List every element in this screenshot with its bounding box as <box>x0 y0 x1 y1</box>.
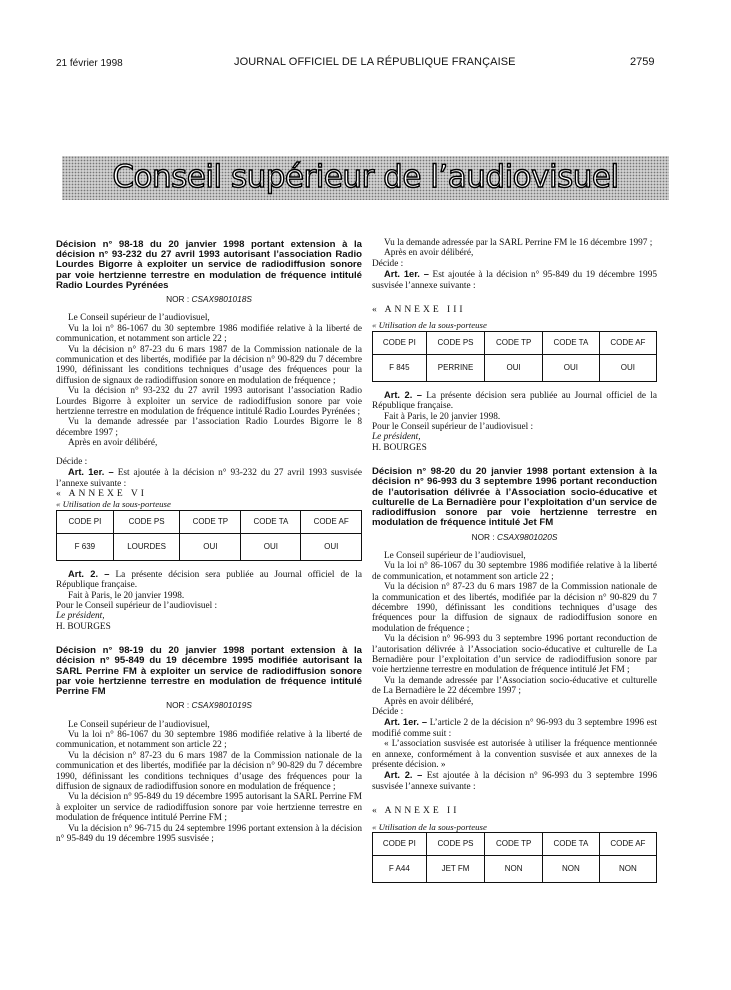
table-cell: OUI <box>543 354 600 381</box>
annexe-subtitle: « Utilisation de la sous-porteuse <box>56 499 171 510</box>
table-header-cell: CODE TP <box>180 510 241 533</box>
table-cell: PERRINE <box>426 354 485 381</box>
paragraph: Vu la décision n° 95-849 du 19 décembre 1995 autorisant la SARL Perrine FM à exploiter un service de radiodiffusion sonore par voie hertzienne terrestre en modulation de fréquence intitulé Perrine FM ; <box>56 792 362 824</box>
decide-label: Décide : <box>56 456 88 467</box>
table-cell: LOURDES <box>113 533 180 560</box>
table-cell: OUI <box>180 533 241 560</box>
article-text: Est ajoutée à la décision n° 93-232 du 27 avril 1993 susvisée l’annexe suivante : <box>56 468 362 489</box>
decision2-title: Décision n° 98-19 du 20 janvier 1998 portant extension à la décision n° 95-849 du 19 décembre 1995 modifiée autorisant la SARL Perrine FM à exploiter un service de radiodiffusion sonore par voie hertzienne terrestre en modulation de fréquence intitulé Perrine FM <box>56 645 362 697</box>
annexe-table <box>372 832 657 883</box>
table-row <box>373 354 657 381</box>
table-header-cell: CODE PI <box>373 331 427 354</box>
table-header-cell: CODE TA <box>241 510 301 533</box>
table-header-cell: CODE AF <box>301 510 362 533</box>
article-text: L’article 2 de la décision n° 96-993 du 3 septembre 1996 est modifié comme suit : <box>372 718 657 739</box>
table-cell: OUI <box>241 533 301 560</box>
article-label: Art. 2. – <box>384 770 423 781</box>
article-1 <box>372 269 657 291</box>
table-header-cell: CODE TP <box>485 331 543 354</box>
paragraph: Vu la décision n° 96-715 du 24 septembre 1996 portant extension à la décision n° 95-849 du 19 décembre 1995 susvisée ; <box>56 823 362 845</box>
fait-line: Fait à Paris, le 20 janvier 1998. <box>384 411 501 422</box>
table-cell: OUI <box>301 533 362 560</box>
paragraph: Après en avoir délibéré, <box>384 696 474 707</box>
paragraph: Après en avoir délibéré, <box>68 438 158 449</box>
table-header-row <box>57 510 362 533</box>
table-header-cell: CODE PS <box>113 510 180 533</box>
article-quote: « L’association susvisée est autorisée à utiliser la fréquence mentionnée en annexe, conformément à la convention susvisée et aux annexes de la présente décision. » <box>372 739 657 771</box>
article-text: La présente décision sera publiée au Journal officiel de la République française. <box>372 390 657 412</box>
table-header-cell: CODE PS <box>426 833 485 856</box>
paragraph: Vu la décision n° 87-23 du 6 mars 1987 de la Commission nationale de la communication et des libertés, modifiée par la décision n° 90-829 du 7 décembre 1990, définissant les conditions techniques d’usage des fréquences pour la diffusion de signaux de radiodiffusion sonore en modulation de fréquence ; <box>372 582 657 634</box>
signature-role: Le président, <box>56 611 105 622</box>
annexe-subtitle: « Utilisation de la sous-porteuse <box>372 821 487 832</box>
table-header-cell: CODE TA <box>543 833 600 856</box>
article-label: Art. 2. – <box>68 568 110 579</box>
article-label: Art. 2. – <box>384 389 422 400</box>
article-1 <box>56 467 362 489</box>
annexe-subtitle: « Utilisation de la sous-porteuse <box>372 320 487 331</box>
right-column <box>372 238 657 883</box>
table-header-row <box>373 331 657 354</box>
table-cell: F 845 <box>373 354 427 381</box>
article-2 <box>56 569 362 591</box>
article-label: Art. 1er. – <box>384 717 428 728</box>
signature-name: H. BOURGES <box>372 442 427 453</box>
table-cell: NON <box>543 856 600 883</box>
annexe-title: « ANNEXE II <box>372 806 460 817</box>
paragraph: Vu la demande adressée par l’association Radio Lourdes Bigorre le 8 décembre 1997 ; <box>56 417 362 438</box>
paragraph: Le Conseil supérieur de l’audiovisuel, <box>68 719 210 730</box>
table-cell: F A44 <box>373 856 427 883</box>
table-row <box>373 856 657 883</box>
annexe-table <box>56 510 362 561</box>
article-text: Est ajoutée à la décision n° 95-849 du 19 décembre 1995 susvisée l’annexe suivante : <box>372 270 657 291</box>
paragraph: Vu la décision n° 96-993 du 3 septembre 1996 portant reconduction de l’autorisation délivrée à l’Association socio-éducative et culturelle de La Bernadière pour l’exploitation d’un service de radiodiffusion sonore par voie hertzienne terrestre en modulation de fréquence intitulé Jet FM ; <box>372 634 657 676</box>
nor-label: NOR : <box>166 700 190 711</box>
table-header-cell: CODE PS <box>426 331 485 354</box>
annexe-title: « ANNEXE III <box>372 305 466 316</box>
paragraph: Après en avoir délibéré, <box>384 248 474 259</box>
paragraph: Vu la décision n° 93-232 du 27 avril 1993 autorisant l’association Radio Lourdes Bigorre à exploiter un service de radiodiffusion sonore par voie hertzienne terrestre en modulation de fréquence intitulé Radio Lourdes Pyrénées ; <box>56 386 362 418</box>
decision2-nor <box>56 700 362 710</box>
decision1-title: Décision n° 98-18 du 20 janvier 1998 portant extension à la décision n° 93-232 du 27 avril 1993 autorisant l’association Radio Lourdes Bigorre à exploiter un service de radiodiffusion sonore par voie hertzienne terrestre en modulation de fréquence intitulé Radio Lourdes Pyrénées <box>56 239 362 291</box>
signature-for: Pour le Conseil supérieur de l’audiovisuel : <box>56 600 218 611</box>
banner-title: Conseil supérieur de l’audiovisuel <box>112 159 619 195</box>
paragraph: Le Conseil supérieur de l’audiovisuel, <box>384 550 526 561</box>
table-header-cell: CODE TP <box>485 833 543 856</box>
table-cell: OUI <box>599 354 656 381</box>
table-header-cell: CODE PI <box>373 833 427 856</box>
table-cell: NON <box>599 856 656 883</box>
table-cell: JET FM <box>426 856 485 883</box>
journal-title: JOURNAL OFFICIEL DE LA RÉPUBLIQUE FRANÇAISE <box>234 56 516 68</box>
signature-role: Le président, <box>372 432 421 443</box>
paragraph: Vu la décision n° 87-23 du 6 mars 1987 de la Commission nationale de la communication et des libertés, modifiée par la décision n° 90-829 du 7 décembre 1990, définissant les conditions techniques d’usage des fréquences pour la diffusion de signaux de radiodiffusion sonore en modulation de fréquence ; <box>56 344 362 386</box>
nor-code: CSAX9801018S <box>191 294 252 305</box>
signature-for: Pour le Conseil supérieur de l’audiovisuel : <box>372 422 534 433</box>
nor-label: NOR : <box>471 531 495 542</box>
table-header-cell: CODE TA <box>543 331 600 354</box>
nor-code: CSAX9801019S <box>191 700 252 711</box>
decision3-nor <box>372 532 657 542</box>
decide-label: Décide : <box>372 707 404 717</box>
table-row <box>57 533 362 560</box>
section-banner <box>62 156 669 200</box>
paragraph: Vu la loi n° 86-1067 du 30 septembre 1986 modifiée relative à la liberté de communication, et notamment son article 22 ; <box>56 323 362 345</box>
article-1 <box>372 717 657 739</box>
table-header-cell: CODE PI <box>57 510 114 533</box>
article-label: Art. 1er. – <box>68 467 114 478</box>
nor-code: CSAX9801020S <box>496 531 558 542</box>
decision3-title: Décision n° 98-20 du 20 janvier 1998 portant extension à la décision n° 96-993 du 3 septembre 1996 portant reconduction de l’autorisation délivrée à l’Association socio-éducative et culturelle de La Bernadière pour l’exploitation d’un service de radiodiffusion sonore par voie hertzienne terrestre en modulation de fréquence intitulé Jet FM <box>372 466 657 529</box>
article-text: Est ajoutée à la décision n° 96-993 du 3 septembre 1996 susvisée l’annexe suivante : <box>372 771 657 792</box>
page-number: 2759 <box>630 56 655 68</box>
table-cell: OUI <box>485 354 543 381</box>
annexe-table <box>372 331 657 382</box>
article-2 <box>372 770 657 792</box>
paragraph: Vu la demande adressée par la SARL Perrine FM le 16 décembre 1997 ; <box>384 238 653 248</box>
fait-line: Fait à Paris, le 20 janvier 1998. <box>68 590 185 601</box>
paragraph: Le Conseil supérieur de l’audiovisuel, <box>68 313 210 324</box>
paragraph: Vu la demande adressée par l’Association socio-éducative et culturelle de La Bernadière le 22 décembre 1997 ; <box>372 675 657 697</box>
annexe-title: « ANNEXE VI <box>56 488 147 499</box>
nor-label: NOR : <box>166 294 190 305</box>
page-header <box>56 56 655 72</box>
paragraph: Vu la loi n° 86-1067 du 30 septembre 1986 modifiée relative à la liberté de communication, et notamment son article 22 ; <box>56 730 362 751</box>
paragraph: Vu la décision n° 87-23 du 6 mars 1987 de la Commission nationale de la communication et des libertés, modifiée par la décision n° 90-829 du 7 décembre 1990, définissant les conditions techniques d’usage des fréquences pour la diffusion de signaux de radiodiffusion sonore en modulation de fréquence ; <box>56 750 362 793</box>
header-date: 21 février 1998 <box>56 58 123 69</box>
left-column <box>56 240 362 844</box>
signature-name: H. BOURGES <box>56 621 111 632</box>
article-label: Art. 1er. – <box>384 269 429 280</box>
article-text: La présente décision sera publiée au Journal officiel de la République française. <box>56 569 362 591</box>
table-header-cell: CODE AF <box>599 331 656 354</box>
table-header-cell: CODE AF <box>599 833 656 856</box>
decide-label: Décide : <box>372 258 404 269</box>
paragraph: Vu la loi n° 86-1067 du 30 septembre 1986 modifiée relative à la liberté de communication, et notamment son article 22 ; <box>372 561 657 582</box>
table-cell: F 639 <box>57 533 114 560</box>
table-cell: NON <box>485 856 543 883</box>
article-2 <box>372 390 657 412</box>
decision1-nor <box>56 294 362 304</box>
table-header-row <box>373 833 657 856</box>
